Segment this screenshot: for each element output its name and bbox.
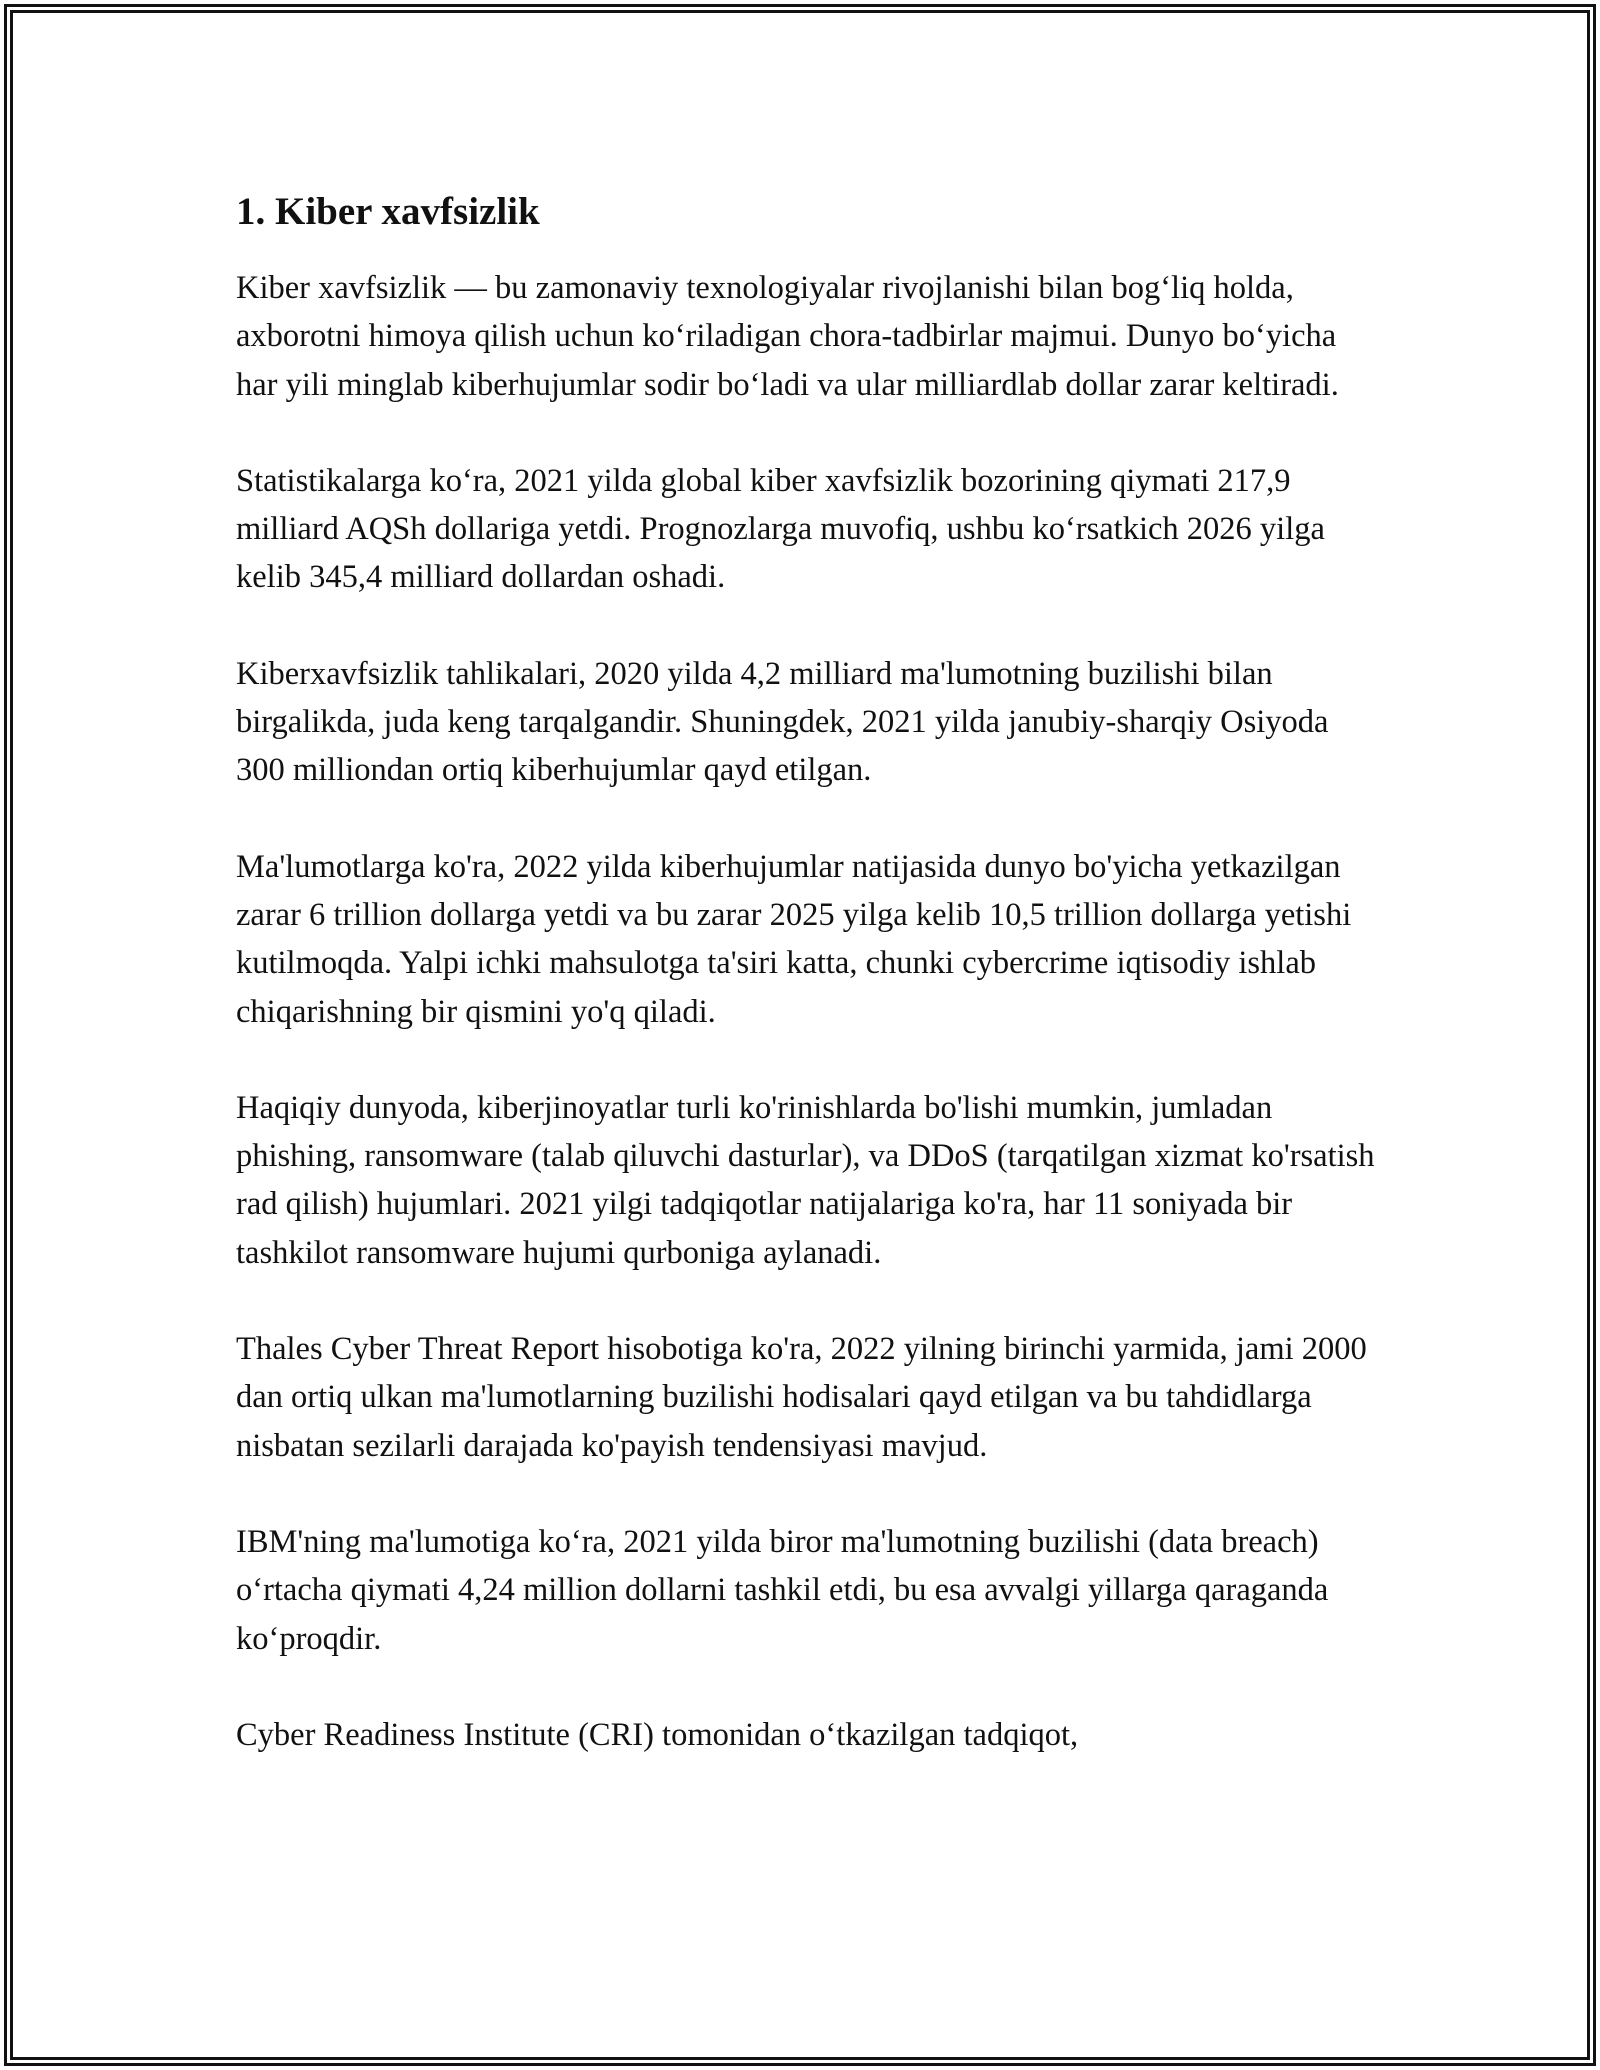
document-body — [236, 182, 1376, 1807]
paragraph-1: Kiber xavfsizlik — bu zamonaviy texnologiyalar rivojlanishi bilan bog‘liq holda, axborotni himoya qilish uchun ko‘riladigan chora-tadbirlar majmui. Dunyo bo‘yicha har yili minglab kiberhujumlar sodir bo‘ladi va ular milliardlab dollar zarar keltiradi. — [236, 270, 1339, 403]
paragraph-8: Cyber Readiness Institute (CRI) tomonidan o‘tkazilgan tadqiqot, — [236, 1716, 1079, 1753]
section-heading: 1. Kiber xavfsizlik — [236, 190, 540, 233]
paragraph-5: Haqiqiy dunyoda, kiberjinoyatlar turli ko'rinishlarda bo'lishi mumkin, jumladan phishing, ransomware (talab qiluvchi dasturlar), va DDoS (tarqatilgan xizmat ko'rsatish rad qilish) hujumlari. 2021 yilgi tadqiqotlar natijalariga ko'ra, har 11 soniyada bir tashkilot ransomware hujumi qurboniga aylanadi. — [236, 1089, 1375, 1271]
paragraph-6: Thales Cyber Threat Report hisobotiga ko'ra, 2022 yilning birinchi yarmida, jami 2000 dan ortiq ulkan ma'lumotlarning buzilishi hodisalari qayd etilgan va bu tahdidlarga nisbatan sezilarli darajada ko'payish tendensiyasi mavjud. — [236, 1331, 1367, 1464]
paragraph-3: Kiberxavfsizlik tahlikalari, 2020 yilda 4,2 milliard ma'lumotning buzilishi bilan birgalikda, juda keng tarqalgandir. Shuningdek, 2021 yilda janubiy-sharqiy Osiyoda 300 milliondan ortiq kiberhujumlar qayd etilgan. — [236, 655, 1329, 789]
paragraph-7: IBM'ning ma'lumotiga ko‘ra, 2021 yilda biror ma'lumotning buzilishi (data breach) o‘rtacha qiymati 4,24 million dollarni tashkil etdi, bu esa avvalgi yillarga qaraganda ko‘proqdir. — [236, 1523, 1329, 1657]
paragraph-2: Statistikalarga ko‘ra, 2021 yilda global kiber xavfsizlik bozorining qiymati 217,9 milliard AQSh dollariga yetdi. Prognozlarga muvofiq, ushbu ko‘rsatkich 2026 yilga kelib 345,4 milliard dollardan oshadi. — [236, 462, 1325, 596]
paragraph-4: Ma'lumotlarga ko'ra, 2022 yilda kiberhujumlar natijasida dunyo bo'yicha yetkazilgan zarar 6 trillion dollarga yetdi va bu zarar 2025 yilga kelib 10,5 trillion dollarga yetishi kutilmoqda. Yalpi ichki mahsulotga ta'siri katta, chunki cybercrime iqtisodiy ishlab chiqarishning bir qismini yo'q qiladi. — [236, 848, 1352, 1030]
